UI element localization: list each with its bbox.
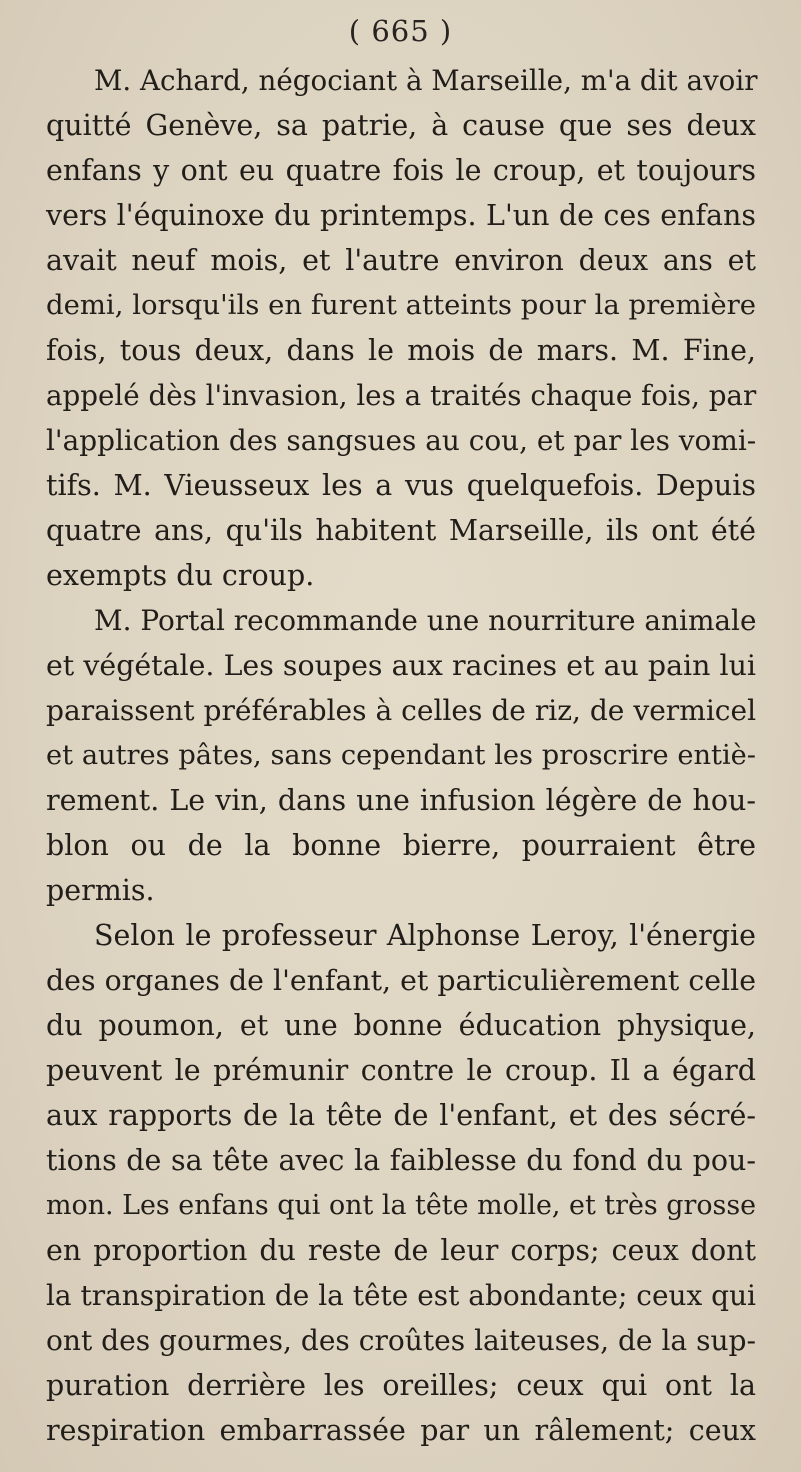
paragraph-portal [46, 598, 756, 913]
text-line: paraissent préférables à celles de riz, de vermicel [46, 694, 757, 727]
text-line: des organes de l'enfant, et particulièrement celle [46, 964, 756, 997]
text-line: avait neuf mois, et l'autre environ deux ans et [46, 244, 756, 277]
text-line: respiration embarrassée par un râlement; ceux [46, 1414, 756, 1447]
text-line: la transpiration de la tête est abondante; ceux qui [46, 1279, 756, 1312]
text-line: du poumon, et une bonne éducation physique, [46, 1009, 756, 1042]
text-line: l'application des sangsues au cou, et par les vomi- [46, 424, 757, 457]
text-line: appelé dès l'invasion, les a traités chaque fois, par [46, 379, 757, 412]
paragraph-achard [46, 58, 756, 598]
text-line: quitté Genève, sa patrie, à cause que ses deux [46, 109, 756, 142]
text-line: demi, lorsqu'ils en furent atteints pour la première [46, 289, 756, 321]
text-line: permis. [46, 874, 155, 907]
text-line: ont des gourmes, des croûtes laiteuses, de la sup- [46, 1324, 756, 1357]
text-line: fois, tous deux, dans le mois de mars. M. Fine, [46, 334, 756, 367]
text-line: enfans y ont eu quatre fois le croup, et toujours [46, 154, 756, 187]
text-line: blon ou de la bonne bierre, pourraient être [46, 829, 756, 862]
text-line: puration derrière les oreilles; ceux qui ont la [46, 1369, 756, 1402]
body-text [46, 58, 756, 1453]
text-line: exempts du croup. [46, 559, 315, 592]
text-line: Selon le professeur Alphonse Leroy, l'énergie [94, 919, 756, 952]
page-number: ( 665 ) [348, 14, 453, 48]
text-line: mon. Les enfans qui ont la tête molle, et très grosse [46, 1190, 757, 1221]
text-line: M. Achard, négociant à Marseille, m'a dit avoir [94, 64, 758, 97]
text-line: quatre ans, qu'ils habitent Marseille, ils ont été [46, 514, 756, 547]
text-line: aux rapports de la tête de l'enfant, et des sécré- [46, 1099, 756, 1132]
paragraph-leroy [46, 913, 756, 1453]
text-line: en proportion du reste de leur corps; ceux dont [46, 1234, 756, 1267]
text-line: tifs. M. Vieusseux les a vus quelquefois. Depuis [46, 469, 756, 502]
text-line: et végétale. Les soupes aux racines et au pain lui [46, 649, 756, 682]
text-line: M. Portal recommande une nourriture animale [94, 604, 757, 637]
text-line: rement. Le vin, dans une infusion légère de hou- [46, 784, 756, 817]
text-line: tions de sa tête avec la faiblesse du fond du pou- [46, 1144, 756, 1177]
text-line: peuvent le prémunir contre le croup. Il a égard [46, 1054, 756, 1087]
text-line: vers l'équinoxe du printemps. L'un de ces enfans [46, 199, 756, 232]
text-line: et autres pâtes, sans cependant les proscrire entiè- [46, 740, 756, 771]
